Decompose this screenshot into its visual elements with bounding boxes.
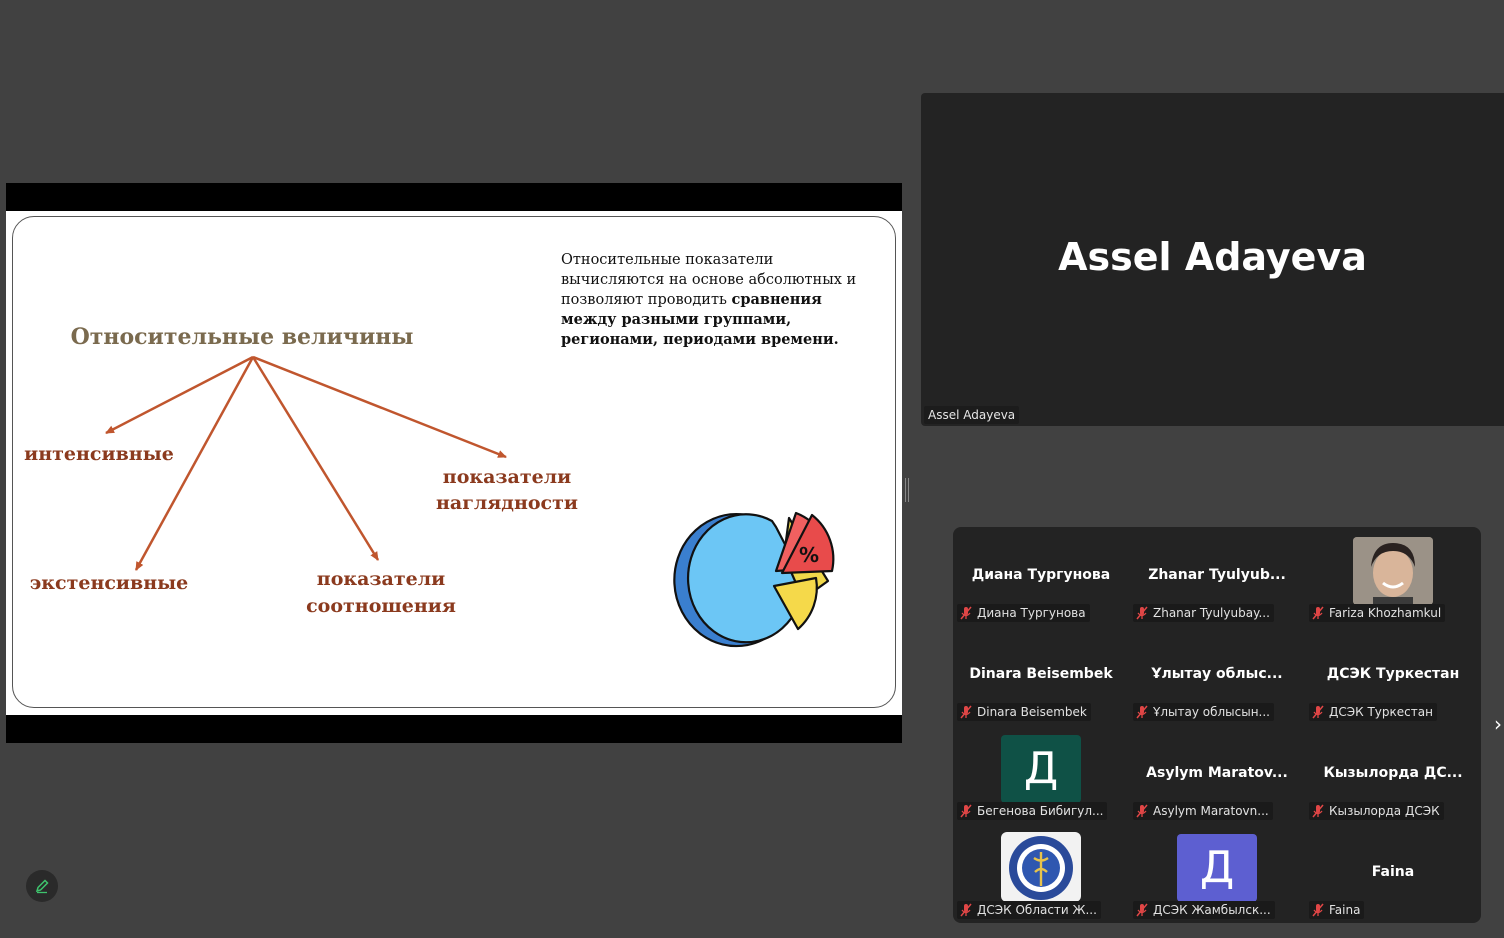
participant-tile[interactable] xyxy=(953,824,1129,923)
participant-label-text: Диана Тургунова xyxy=(977,606,1086,620)
muted-mic-icon xyxy=(1311,606,1325,620)
participant-label xyxy=(1309,703,1437,721)
participant-label xyxy=(1133,802,1273,820)
participant-label xyxy=(1309,901,1364,919)
branch-extensive: экстенсивные xyxy=(29,572,189,594)
branch-visual-line2: наглядности xyxy=(436,492,578,514)
arrow-ratio xyxy=(253,357,378,560)
muted-mic-icon xyxy=(1311,705,1325,719)
participant-label-text: ДСЭК Области Ж... xyxy=(977,903,1097,917)
participant-label xyxy=(957,604,1090,622)
organization-logo xyxy=(1001,832,1081,902)
participant-label-text: Кызылорда ДСЭК xyxy=(1329,804,1440,818)
slide-description-bold: сравнения между разными группами, регионами, периодами времени. xyxy=(561,291,839,348)
branch-ratio-line1: показатели xyxy=(316,568,446,590)
slide-description-plain: Относительные показатели вычисляются на основе абсолютных и позволяют проводить xyxy=(561,252,857,308)
participant-display-name: Zhanar Tyulyub... xyxy=(1148,567,1286,583)
branch-ratio-line2: соотношения xyxy=(306,595,456,617)
participant-label xyxy=(1309,604,1445,622)
participant-label-text: Faina xyxy=(1329,903,1361,917)
muted-mic-icon xyxy=(1135,606,1149,620)
participant-avatar-letter: Д xyxy=(1001,735,1081,803)
branch-intensive: интенсивные xyxy=(24,443,174,465)
shared-screen xyxy=(6,183,902,743)
arrow-visual xyxy=(253,357,506,457)
annotate-pen-icon xyxy=(34,878,50,894)
participant-label xyxy=(957,802,1107,820)
participant-display-name: Диана Тургунова xyxy=(971,567,1111,583)
participant-label-text: Fariza Khozhamkul xyxy=(1329,606,1442,620)
participant-display-name: Asylym Maratov... xyxy=(1146,765,1288,781)
active-speaker-tile[interactable] xyxy=(921,93,1504,426)
muted-mic-icon xyxy=(959,804,973,818)
branch-visual-line1: показатели xyxy=(442,466,572,488)
participant-label xyxy=(1133,901,1275,919)
muted-mic-icon xyxy=(1311,804,1325,818)
participant-label xyxy=(957,901,1101,919)
speaker-name-tag: Assel Adayeva xyxy=(924,406,1019,424)
muted-mic-icon xyxy=(959,903,973,917)
muted-mic-icon xyxy=(1135,903,1149,917)
participant-label-text: Dinara Beisembek xyxy=(977,705,1087,719)
participant-display-name: Faina xyxy=(1371,864,1415,880)
participant-tile[interactable] xyxy=(1305,725,1481,824)
participant-tile[interactable] xyxy=(953,725,1129,824)
slide-description xyxy=(561,250,861,350)
muted-mic-icon xyxy=(1311,903,1325,917)
pie-percent-symbol: % xyxy=(798,543,820,567)
participant-display-name: Кызылорда ДС... xyxy=(1323,765,1463,781)
slide-main-title: Относительные величины xyxy=(70,324,414,350)
muted-mic-icon xyxy=(959,606,973,620)
participant-label xyxy=(1309,802,1444,820)
muted-mic-icon xyxy=(959,705,973,719)
participant-tile[interactable] xyxy=(1129,626,1305,725)
participant-label xyxy=(957,703,1091,721)
participant-label-text: Ұлытау облысын... xyxy=(1153,705,1270,719)
participant-tile[interactable] xyxy=(953,527,1129,626)
panel-resize-handle[interactable] xyxy=(905,478,909,502)
muted-mic-icon xyxy=(1135,804,1149,818)
pie-chart-icon xyxy=(674,513,833,646)
participant-display-name: Dinara Beisembek xyxy=(969,666,1113,682)
participant-avatar-letter: Д xyxy=(1177,834,1257,902)
participant-tile[interactable] xyxy=(953,626,1129,725)
muted-mic-icon xyxy=(1135,705,1149,719)
participant-label-text: ДСЭК Туркестан xyxy=(1329,705,1433,719)
participant-label-text: Asylym Maratovn... xyxy=(1153,804,1269,818)
participant-label-text: Zhanar Tyulyubay... xyxy=(1153,606,1270,620)
participant-gallery xyxy=(953,527,1481,923)
participant-label-text: Бегенова Бибигул... xyxy=(977,804,1104,818)
participant-label xyxy=(1133,604,1274,622)
participant-tile[interactable] xyxy=(1305,824,1481,923)
participant-tile[interactable] xyxy=(1305,527,1481,626)
participant-tile[interactable] xyxy=(1129,725,1305,824)
participant-label-text: ДСЭК Жамбылск... xyxy=(1153,903,1271,917)
annotate-pen-button[interactable] xyxy=(26,870,58,902)
participant-display-name: ДСЭК Туркестан xyxy=(1326,666,1460,682)
participant-label xyxy=(1133,703,1274,721)
participant-tile[interactable] xyxy=(1129,824,1305,923)
participant-photo xyxy=(1353,537,1433,605)
speaker-display-name: Assel Adayeva xyxy=(1058,235,1367,279)
chevron-right-icon[interactable]: › xyxy=(1494,712,1502,736)
participant-display-name: Ұлытау облыс... xyxy=(1151,666,1283,682)
participant-tile[interactable] xyxy=(1129,527,1305,626)
participant-tile[interactable] xyxy=(1305,626,1481,725)
presentation-slide xyxy=(6,211,902,715)
